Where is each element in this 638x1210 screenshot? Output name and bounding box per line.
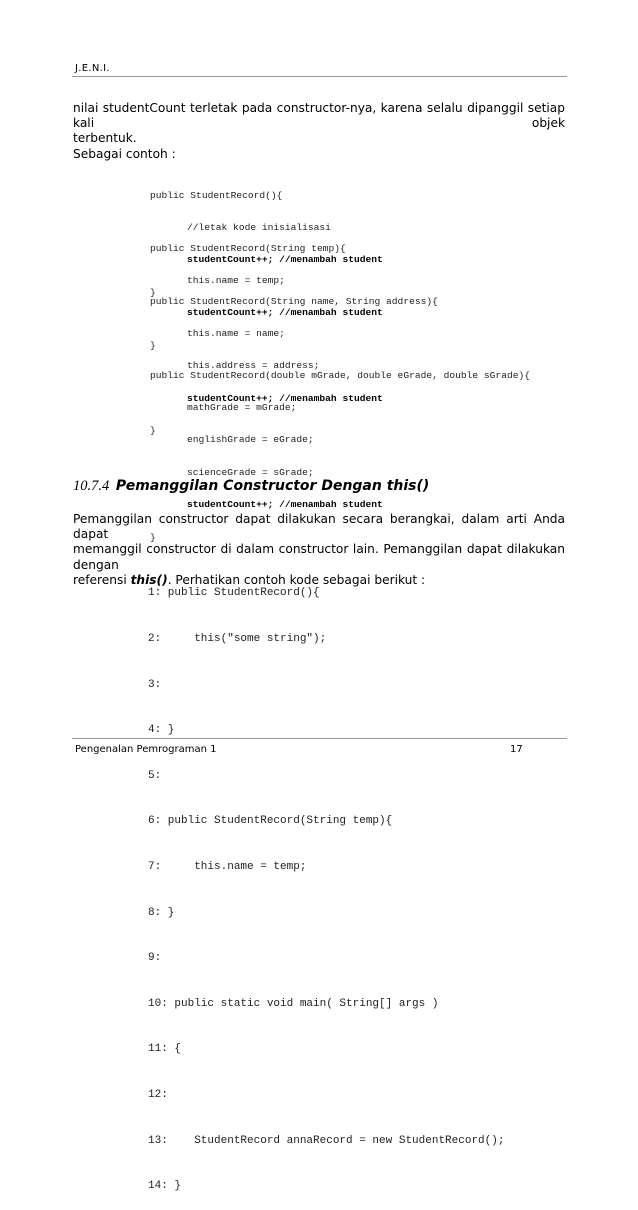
code-line-bold: studentCount++; //menambah student <box>187 307 383 319</box>
intro-line-2: terbentuk. <box>73 131 137 146</box>
code-line: 11: { <box>148 1043 182 1056</box>
para-text: . Perhatikan contoh kode sebagai berikut : <box>167 572 426 587</box>
para-text: referensi <box>73 572 131 587</box>
code-line: 9: <box>148 952 162 965</box>
code-line <box>150 500 530 511</box>
code-line: mathGrade = mGrade; <box>187 401 297 413</box>
intro-line-1: nilai studentCount terletak pada constructor-nya, karena selalu dipanggil setiap kali objek <box>73 101 565 131</box>
this-keyword: this() <box>130 572 168 587</box>
code-line: 1: public StudentRecord(){ <box>148 587 320 600</box>
code-line: 7: this.name = temp; <box>148 860 307 873</box>
code-line-bold: studentCount++; //menambah student <box>187 392 383 404</box>
page-header: J.E.N.I. <box>75 63 110 74</box>
code-line: 14: } <box>148 1180 182 1193</box>
section-heading <box>73 478 429 495</box>
header-divider <box>72 76 567 77</box>
code-line: 5: <box>148 769 162 782</box>
code-line: 6: public StudentRecord(String temp){ <box>148 815 393 828</box>
para-line-2: memanggil constructor di dalam constructor lain. Pemanggilan dapat dilakukan dengan <box>73 542 565 572</box>
code-line: 13: StudentRecord annaRecord = new StudentRecord(); <box>148 1134 505 1147</box>
code-line: public StudentRecord(String name, String address){ <box>150 295 438 307</box>
code-line: public StudentRecord(){ <box>150 189 283 201</box>
intro-paragraph <box>73 101 565 162</box>
code-line: scienceGrade = sGrade; <box>187 466 314 478</box>
code-line: 12: <box>148 1088 168 1101</box>
intro-line-3: Sebagai contoh : <box>73 146 176 161</box>
code-line: public StudentRecord(double mGrade, double eGrade, double sGrade){ <box>150 369 530 381</box>
code-listing-this <box>148 556 504 1210</box>
code-line: 3: <box>148 678 162 691</box>
section-number: 10.7.4 <box>73 478 110 494</box>
code-line: } <box>150 286 156 298</box>
code-line: this.address = address; <box>187 360 320 372</box>
code-line: public StudentRecord(String temp){ <box>150 242 346 254</box>
para-line-1: Pemanggilan constructor dapat dilakukan secara berangkai, dalam arti Anda dapat <box>73 512 565 542</box>
footer-title: Pengenalan Pemrograman 1 <box>75 744 217 755</box>
code-line: this.name = name; <box>187 327 285 339</box>
code-line: 2: this("some string"); <box>148 633 327 645</box>
code-line: this.name = temp; <box>187 274 285 286</box>
section-title: Pemanggilan Constructor Dengan this() <box>115 478 430 494</box>
page-number: 17 <box>510 744 523 755</box>
code-line: } <box>150 425 156 437</box>
code-line: 4: } <box>148 724 175 737</box>
code-line: } <box>150 339 156 351</box>
code-line-bold: studentCount++; //menambah student <box>187 254 383 266</box>
code-line-bold: studentCount++; //menambah student <box>187 499 383 511</box>
code-line: 8: } <box>148 906 175 919</box>
code-line: //letak kode inisialisasi <box>187 221 331 233</box>
footer-divider <box>72 738 567 739</box>
code-line: 10: public static void main( String[] args ) <box>148 997 439 1010</box>
code-line: englishGrade = eGrade; <box>187 434 314 446</box>
code-line: } <box>150 531 156 543</box>
